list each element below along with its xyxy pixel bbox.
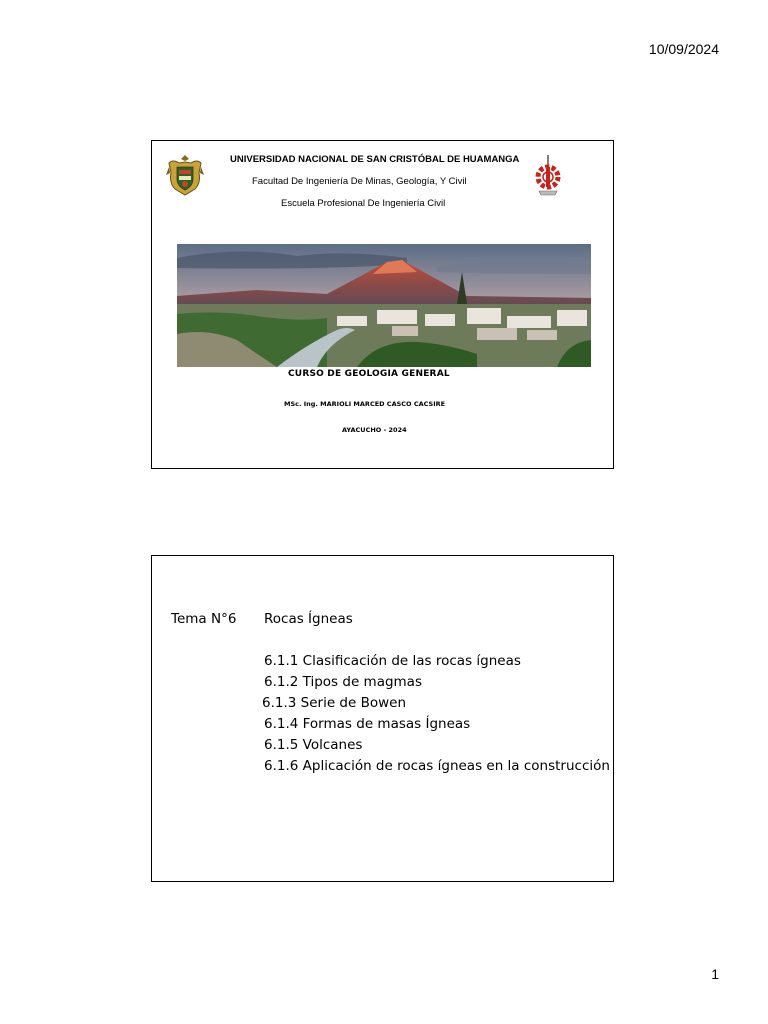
teacher-name: MSc. Ing. MARIOLI MARCED CASCO CACSIRE xyxy=(284,400,446,408)
subtopic-item: 6.1.1 Clasificación de las rocas ígneas xyxy=(264,653,521,669)
volcano-landscape-image xyxy=(177,244,591,367)
university-name: UNIVERSIDAD NACIONAL DE SAN CRISTÓBAL DE HUAMANGA xyxy=(230,154,520,165)
subtopic-item: 6.1.6 Aplicación de rocas ígneas en la construcción xyxy=(264,758,610,774)
school-name: Escuela Profesional De Ingeniería Civil xyxy=(281,198,446,209)
tema-label: Tema N°6 xyxy=(171,611,237,627)
tema-title: Rocas Ígneas xyxy=(264,611,353,627)
faculty-name: Facultad De Ingeniería De Minas, Geología, Y Civil xyxy=(252,176,467,187)
place-year: AYACUCHO - 2024 xyxy=(342,426,407,434)
engineering-logo-icon xyxy=(533,153,563,197)
course-title: CURSO DE GEOLOGIA GENERAL xyxy=(288,369,450,379)
subtopic-item: 6.1.3 Serie de Bowen xyxy=(262,695,407,711)
slide-title xyxy=(151,140,614,469)
document-date: 10/09/2024 xyxy=(648,41,719,57)
subtopic-item: 6.1.4 Formas de masas Ígneas xyxy=(264,716,471,732)
subtopic-item: 6.1.2 Tipos de magmas xyxy=(264,674,422,690)
subtopic-item: 6.1.5 Volcanes xyxy=(264,737,363,753)
page-number: 1 xyxy=(711,966,719,982)
university-crest-icon xyxy=(165,153,205,197)
slide-topic xyxy=(151,555,614,882)
